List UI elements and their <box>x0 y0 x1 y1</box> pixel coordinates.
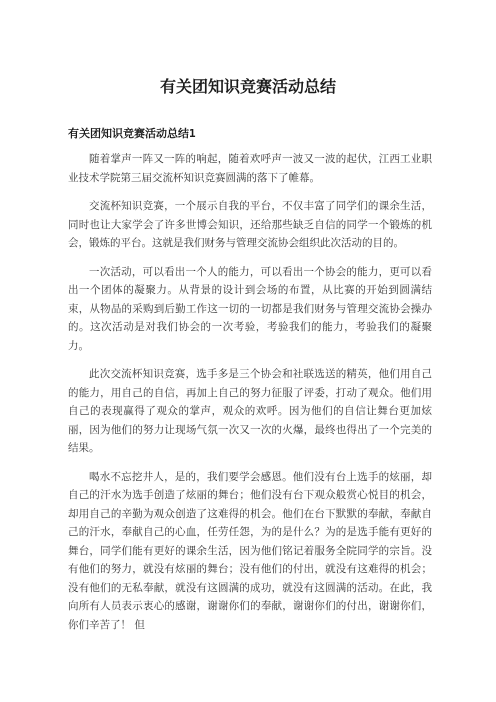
paragraph: 随着掌声一阵又一阵的响起，随着欢呼声一波又一波的起伏，江西工业职业技术学院第三届交流杯知识竞赛圆满的落下了帷幕。 <box>68 153 432 184</box>
paragraph: 交流杯知识竞赛，一个展示自我的平台，不仅丰富了同学们的课余生活，同时也让大家学会了许多世博会知识，还给那些缺乏自信的同学一个锻炼的机会，锻炼的平台。这就是我们财务与管理交流协会组织此次活动的目的。 <box>68 200 432 249</box>
section-heading: 有关团知识竞赛活动总结1 <box>68 127 196 140</box>
document-body <box>68 150 432 644</box>
paragraph: 此次交流杯知识竞赛，选手多是三个协会和社联选送的精英，他们用自己的能力，用自己的自信，再加上自己的努力征服了评委，打动了观众。他们用自己的表现赢得了观众的掌声，观众的欢呼。因为他们的自信让舞台更加炫丽，因为他们的努力让现场气氛一次又一次的火爆，最终也得出了一个完美的结果。 <box>68 368 432 454</box>
paragraph: 一次活动，可以看出一个人的能力，可以看出一个协会的能力，更可以看出一个团体的凝聚力。从背景的设计到会场的布置，从比赛的开始到圆满结束，从物品的采购到后勤工作这一切的一切都是我们财务与管理交流协会操办的。这次活动是对我们协会的一次考验，考验我们的能力，考验我们的凝聚力。 <box>68 265 432 352</box>
paragraph: 喝水不忘挖井人，是的，我们要学会感恩。他们没有台上选手的炫丽，却自己的汗水为选手创造了炫丽的舞台；他们没有台下观众般赏心悦目的机会，却用自己的辛勤为观众创造了这难得的机会。他们在台下默默的奉献，奉献自己的汗水，奉献自己的心血，任劳任怨，为的是什么？为的是选手能有更好的舞台，同学们能有更好的课余生活，因为他们铭记着服务全院同学的宗旨。没有他们的努力，就没有炫丽的舞台；没有他们的付出，就没有这难得的机会；没有他们的无私奉献，就没有这圆满的成功，就没有这圆满的活动。在此，我向所有人员表示衷心的感谢，谢谢你们的奉献，谢谢你们的付出，谢谢你们，你们辛苦了！ 但 <box>68 470 432 631</box>
document-title: 有关团知识竞赛活动总结 <box>159 77 336 96</box>
